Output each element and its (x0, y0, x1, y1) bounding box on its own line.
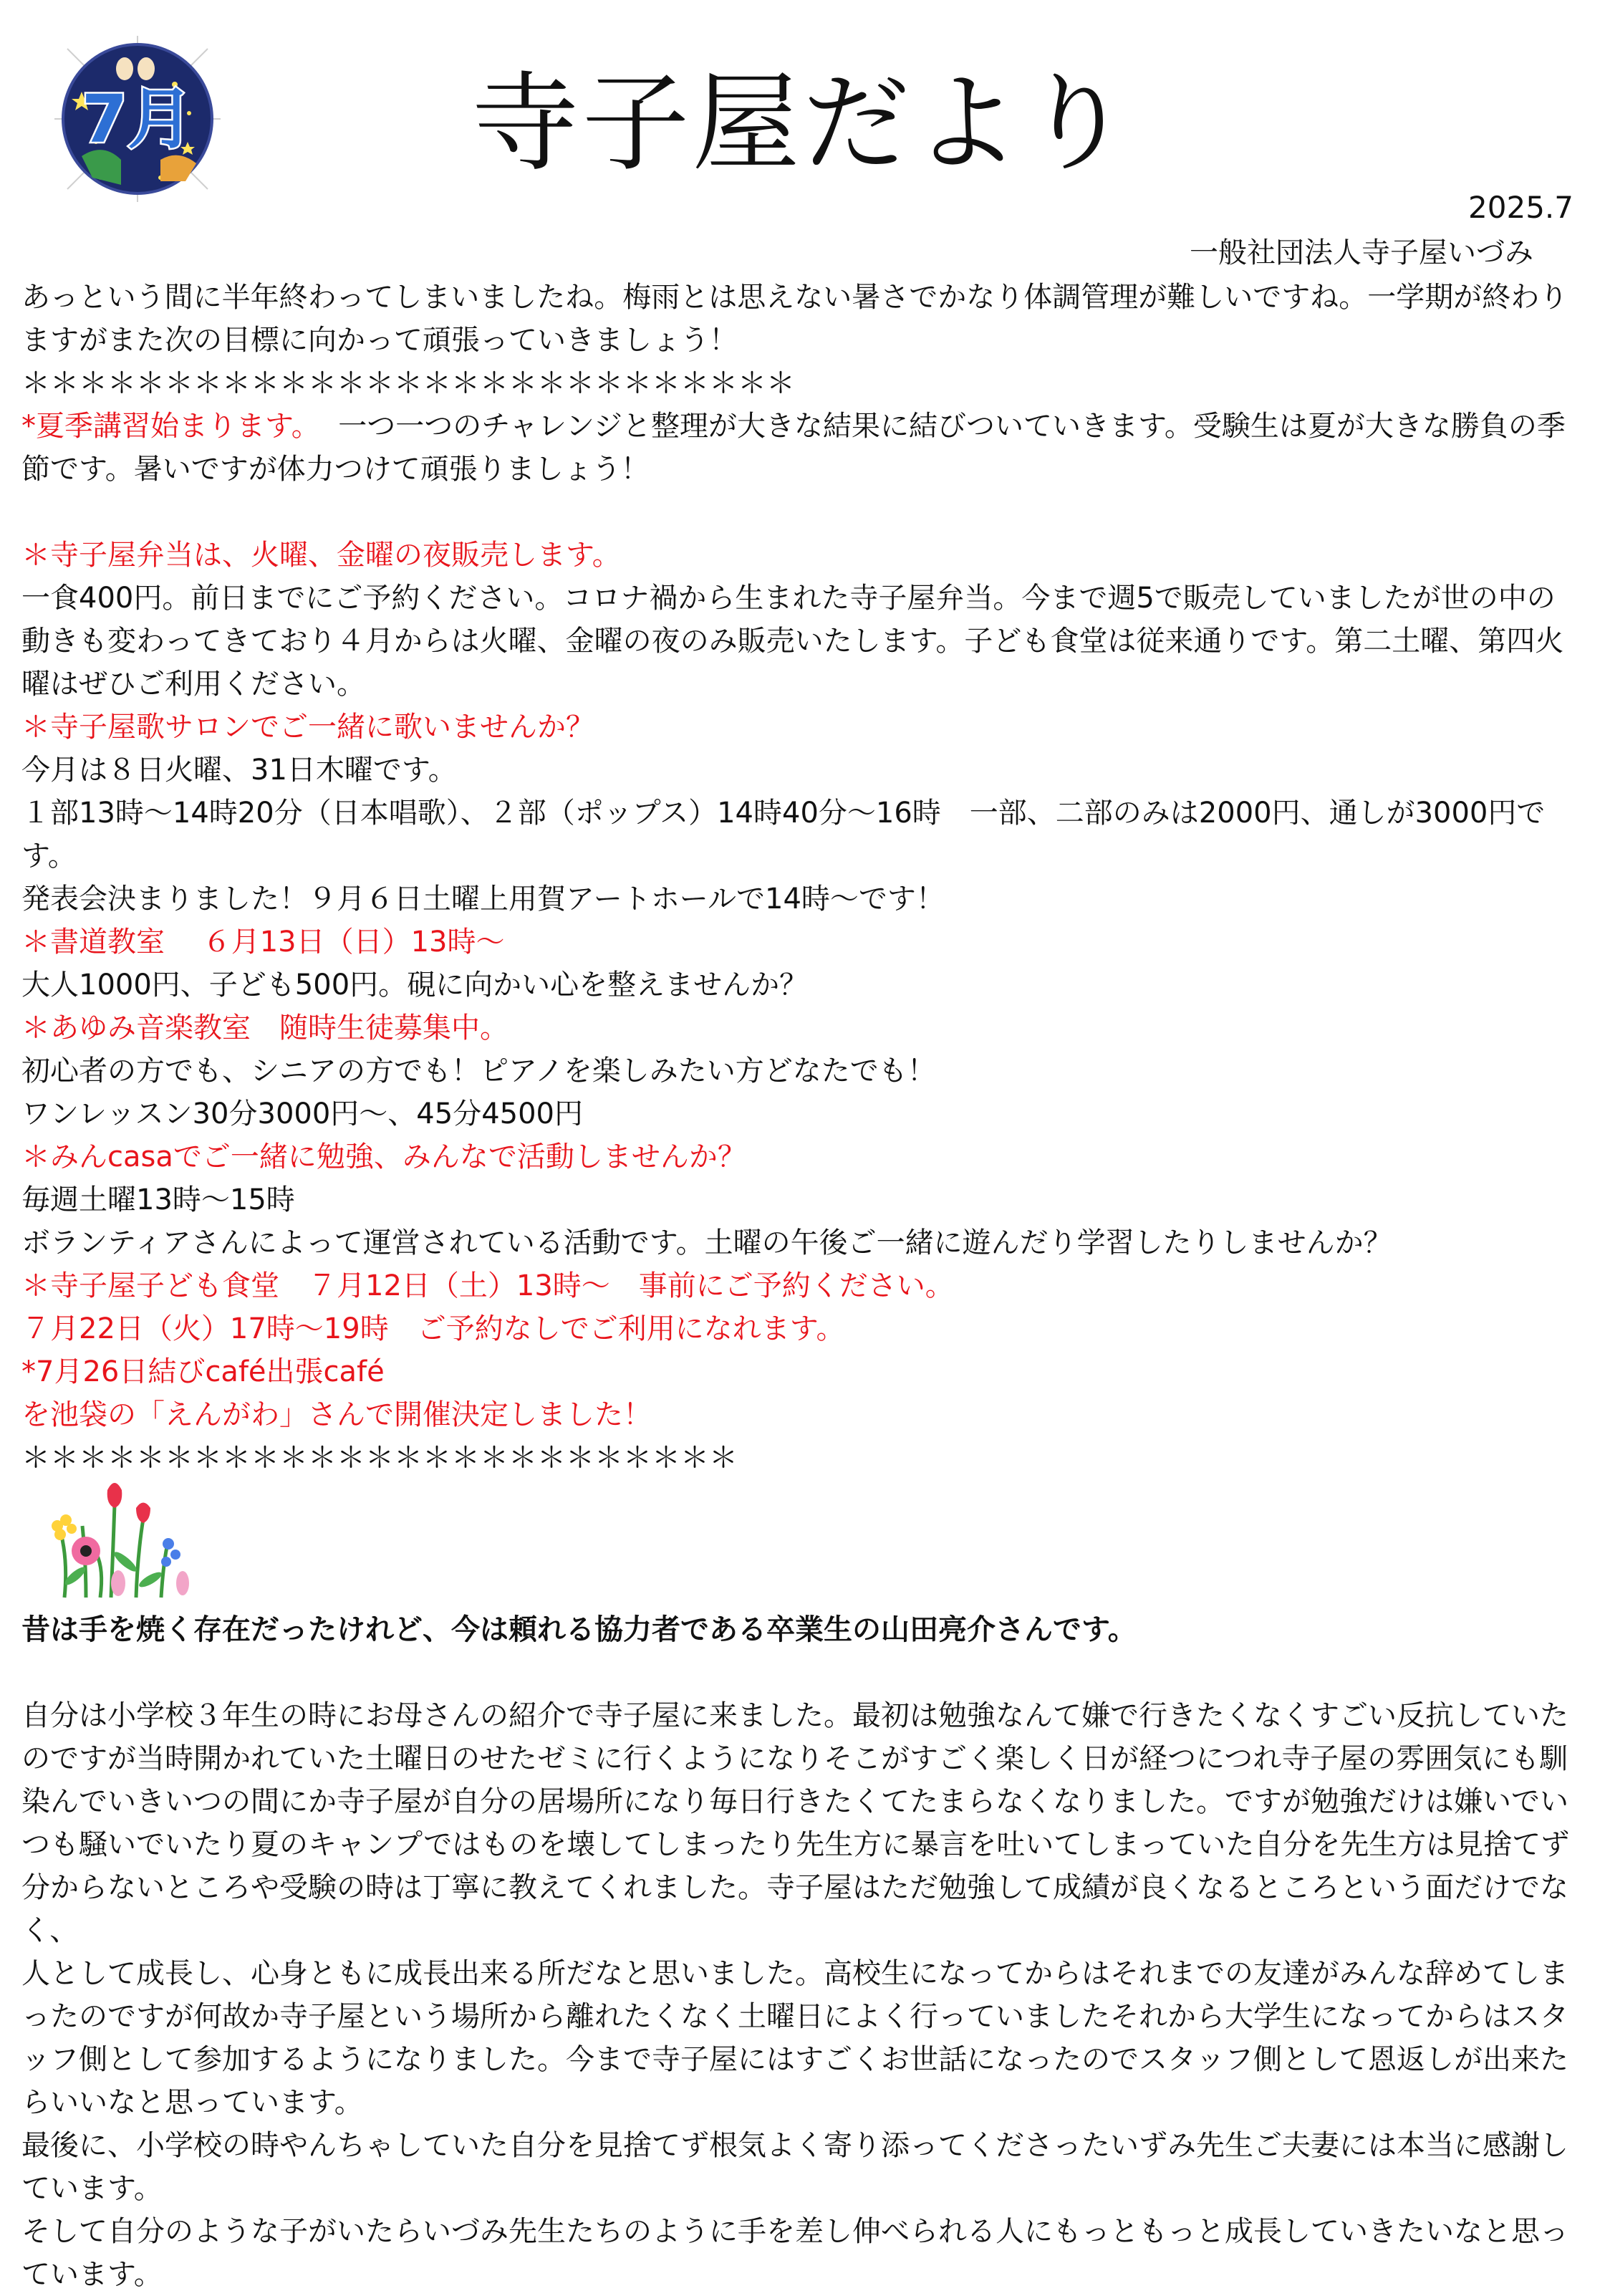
notice-summer-text: 一つ一つのチャレンジと整理が大きな結果に結びついていきます。受験生は夏が大きな勝負の季節です。暑いですが体力つけて頑張りましょう！ (21, 410, 1566, 486)
divider-bottom: ＊＊＊＊＊＊＊＊＊＊＊＊＊＊＊＊＊＊＊＊＊＊＊＊＊ (21, 1441, 738, 1474)
notice-mincasa-line2: ボランティアさんによって運営されている活動です。土曜の午後ご一緒に遊んだり学習したりしませんか？ (21, 1226, 1392, 1259)
notice-mincasa-heading: ＊みんcasaでご一緒に勉強、みんなで活動しませんか？ (21, 1140, 746, 1173)
spacer (21, 1651, 1583, 1694)
page-title: 寺子屋だより (471, 62, 1134, 186)
notice-music-heading: ＊あゆみ音楽教室 随時生徒募集中。 (21, 1012, 509, 1044)
notice-summer (21, 405, 1583, 491)
story-heading: 昔は手を焼く存在だったけれど、今は頼れる協力者である卒業生の山田亮介さんです。 (21, 1613, 1137, 1646)
notice-bento-heading: ＊寺子屋弁当は、火曜、金曜の夜販売します。 (21, 539, 621, 572)
notice-kodomo-line2: ７月22日（火）17時～19時 ご予約なしでご利用になれます。 (21, 1312, 845, 1345)
graduate-story (21, 1608, 1583, 2296)
notice-mincasa-line1: 毎週土曜13時～15時 (21, 1183, 295, 1216)
story-paragraph-1: 自分は小学校３年生の時にお母さんの紹介で寺子屋に来ました。最初は勉強なんて嫌で行きたくなくすごい反抗していたのですが当時開かれていた土曜日のせたゼミに行くようになりそこがすごく楽しく日が経つにつれ寺子屋の雰囲気にも馴染んでいきいつの間にか寺子屋が自分の居場所になり毎日行きたくてたまらなくなりました。ですが勉強だけは嫌いでいつも騒いでいたり夏のキャンプではものを壊してしまったり先生方に暴言を吐いてしまっていた自分を先生方は見捨てず分からないところや受験の時は丁寧に教えてくれました。寺子屋はただ勉強して成績が良くなるところという面だけでなく、 (21, 1699, 1570, 1947)
notice-salon-line2: １部13時～14時20分（日本唱歌）、２部（ポップス）14時40分～16時 一部、二部のみは2000円、通しが3000円です。 (21, 797, 1546, 873)
notice-salon-line1: 今月は８日火曜、31日木曜です。 (21, 754, 457, 787)
notice-music-line1: 初心者の方でも、シニアの方でも！ピアノを楽しみたい方どなたでも！ (21, 1055, 936, 1087)
notice-music-line2: ワンレッスン30分3000円～、45分4500円 (21, 1097, 583, 1130)
divider-top: ＊＊＊＊＊＊＊＊＊＊＊＊＊＊＊＊＊＊＊＊＊＊＊＊＊＊＊ (21, 367, 795, 400)
notice-musubi-line1: *7月26日結びcafé出張café (21, 1355, 385, 1388)
notice-shodo-text: 大人1000円、子ども500円。硯に向かい心を整えませんか？ (21, 969, 809, 1002)
notice-summer-heading: *夏季講習始まります。 (21, 410, 320, 443)
notice-salon-heading: ＊寺子屋歌サロンでご一緒に歌いませんか？ (21, 711, 594, 744)
issue-date: 2025.7 (1468, 190, 1573, 225)
badge-text: 7月 (81, 81, 194, 158)
notice-kodomo-line1: ＊寺子屋子ども食堂 ７月12日（土）13時～ 事前にご予約ください。 (21, 1269, 954, 1302)
spacer (21, 491, 1583, 534)
flowers-illustration (43, 1476, 193, 1601)
story-paragraph-2: 人として成長し、心身ともに成長出来る所だなと思いました。高校生になってからはそれまでの友達がみんな辞めてしまったのですが何故か寺子屋という場所から離れたくなく土曜日によく行っていましたそれから大学生になってからはスタッフ側として参加するようになりました。今まで寺子屋にはすごくお世話になったのでスタッフ側として恩返しが出来たらいいなと思っています。 (21, 1957, 1568, 2119)
notice-bento-text: 一食400円。前日までにご予約ください。コロナ禍から生まれた寺子屋弁当。今まで週5で販売していましたが世の中の動きも変わってきており４月からは火曜、金曜の夜のみ販売いたします。子ども食堂は従来通りです。第二土曜、第四火曜はぜひご利用ください。 (21, 582, 1564, 701)
notice-shodo-heading: ＊書道教室 ６月13日（日）13時～ (21, 926, 505, 959)
newsletter-body (21, 276, 1583, 1479)
greeting-text: あっという間に半年終わってしまいましたね。梅雨とは思えない暑さでかなり体調管理が難しいですね。一学期が終わりますがまた次の目標に向かって頑張っていきましょう！ (21, 281, 1568, 357)
notice-musubi-line2: を池袋の「えんがわ」さんで開催決定しました！ (21, 1398, 652, 1431)
story-paragraph-4: そして自分のような子がいたらいづみ先生たちのように手を差し伸べられる人にもっともっと成長していきたいなと思っています。 (21, 2215, 1568, 2291)
organization-name: 一般社団法人寺子屋いづみ (1190, 236, 1533, 269)
story-paragraph-3: 最後に、小学校の時やんちゃしていた自分を見捨てず根気よく寄り添ってくださったいずみ先生ご夫妻には本当に感謝しています。 (21, 2129, 1568, 2205)
notice-salon-line3: 発表会決まりました！９月６日土曜上用賀アートホールで14時～です！ (21, 883, 945, 916)
